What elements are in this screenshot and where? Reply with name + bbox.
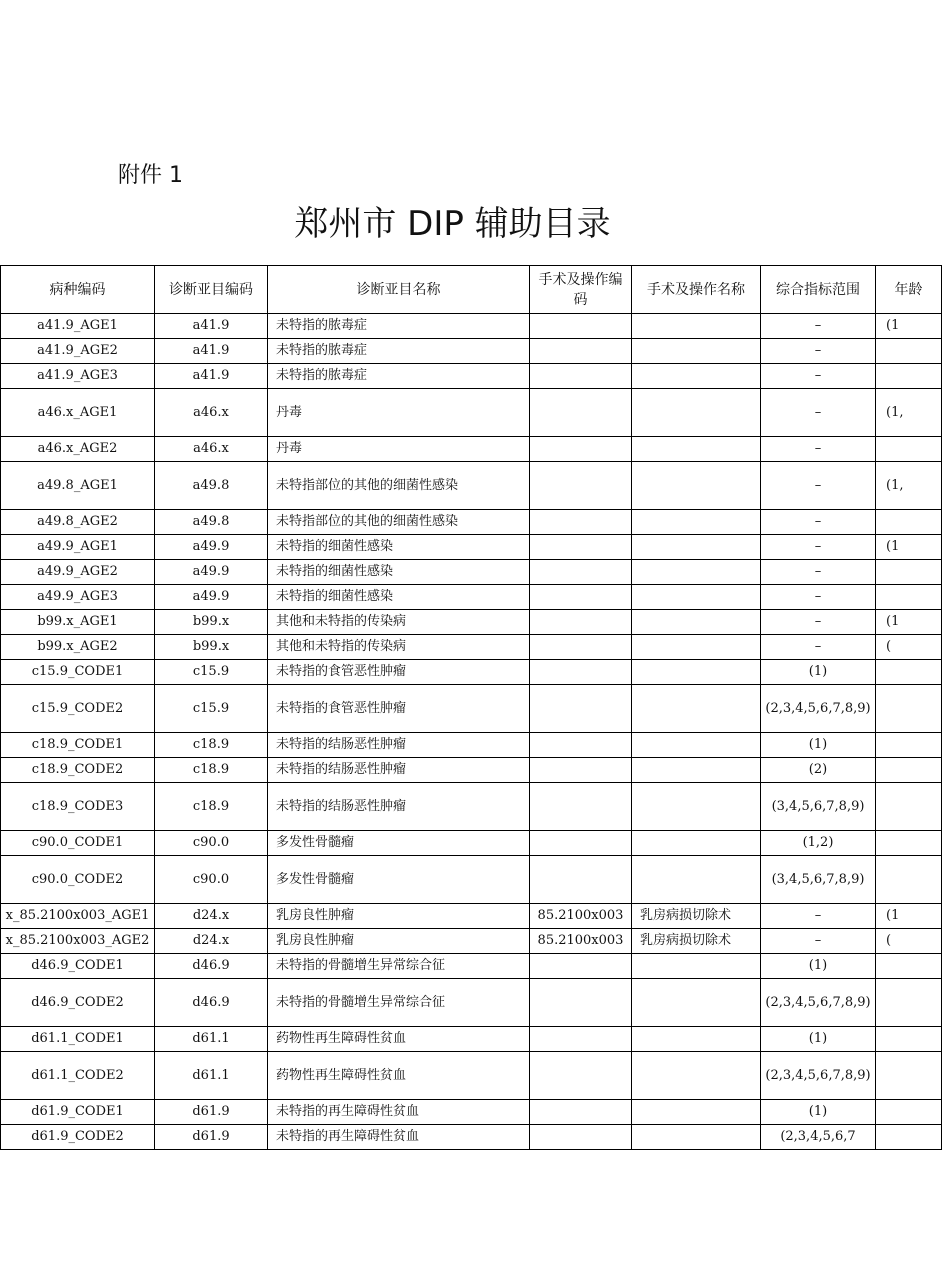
cell-index-range: – [761, 610, 876, 635]
cell-age [876, 783, 942, 831]
cell-operation-code [530, 462, 632, 510]
cell-operation-code [530, 954, 632, 979]
cell-diagnosis-code: b99.x [155, 610, 268, 635]
cell-diagnosis-code: a46.x [155, 389, 268, 437]
cell-index-range: – [761, 535, 876, 560]
cell-operation-name [632, 585, 761, 610]
cell-diagnosis-name: 未特指的骨髓增生异常综合征 [268, 954, 530, 979]
cell-diagnosis-code: a41.9 [155, 314, 268, 339]
cell-diagnosis-code: a41.9 [155, 339, 268, 364]
cell-disease-code: c90.0_CODE1 [1, 831, 155, 856]
cell-age: (1 [876, 535, 942, 560]
catalog-table-wrapper [0, 265, 923, 1150]
header-diagnosis-name: 诊断亚目名称 [268, 266, 530, 314]
cell-index-range: – [761, 462, 876, 510]
cell-index-range: (3,4,5,6,7,8,9) [761, 856, 876, 904]
cell-operation-code [530, 685, 632, 733]
cell-index-range: (1) [761, 1027, 876, 1052]
cell-age [876, 979, 942, 1027]
cell-index-range: (1) [761, 660, 876, 685]
cell-diagnosis-code: d61.1 [155, 1027, 268, 1052]
cell-operation-code [530, 660, 632, 685]
cell-index-range: – [761, 904, 876, 929]
cell-operation-code [530, 979, 632, 1027]
cell-age: ( [876, 635, 942, 660]
cell-age [876, 339, 942, 364]
cell-disease-code: c18.9_CODE2 [1, 758, 155, 783]
cell-operation-name [632, 535, 761, 560]
cell-age [876, 685, 942, 733]
cell-diagnosis-name: 未特指的结肠恶性肿瘤 [268, 733, 530, 758]
cell-diagnosis-code: d61.9 [155, 1125, 268, 1150]
table-body [1, 314, 942, 1150]
table-row [1, 979, 942, 1027]
table-row [1, 954, 942, 979]
cell-disease-code: c90.0_CODE2 [1, 856, 155, 904]
cell-operation-name [632, 1027, 761, 1052]
cell-index-range: – [761, 510, 876, 535]
catalog-table [0, 265, 942, 1150]
cell-operation-name [632, 635, 761, 660]
cell-index-range: (2) [761, 758, 876, 783]
cell-operation-name [632, 610, 761, 635]
cell-age [876, 585, 942, 610]
cell-diagnosis-name: 未特指的再生障碍性贫血 [268, 1125, 530, 1150]
cell-operation-name [632, 733, 761, 758]
cell-index-range: (1,2) [761, 831, 876, 856]
cell-disease-code: a49.9_AGE1 [1, 535, 155, 560]
cell-age [876, 437, 942, 462]
table-row [1, 660, 942, 685]
table-row [1, 758, 942, 783]
cell-age [876, 1125, 942, 1150]
table-row [1, 339, 942, 364]
cell-diagnosis-name: 未特指的脓毒症 [268, 314, 530, 339]
table-row [1, 610, 942, 635]
table-row [1, 560, 942, 585]
cell-age: ( [876, 929, 942, 954]
table-row [1, 585, 942, 610]
cell-disease-code: d46.9_CODE2 [1, 979, 155, 1027]
cell-disease-code: a49.8_AGE1 [1, 462, 155, 510]
cell-operation-code [530, 856, 632, 904]
cell-index-range: – [761, 339, 876, 364]
attachment-label: 附件 1 [118, 163, 183, 188]
cell-operation-name [632, 462, 761, 510]
cell-age [876, 831, 942, 856]
cell-index-range: – [761, 560, 876, 585]
cell-operation-code [530, 635, 632, 660]
cell-age [876, 733, 942, 758]
cell-diagnosis-name: 未特指的细菌性感染 [268, 535, 530, 560]
cell-operation-code [530, 1100, 632, 1125]
cell-diagnosis-code: c18.9 [155, 733, 268, 758]
cell-diagnosis-code: d61.9 [155, 1100, 268, 1125]
cell-operation-name [632, 758, 761, 783]
cell-disease-code: c18.9_CODE1 [1, 733, 155, 758]
cell-age [876, 510, 942, 535]
cell-disease-code: a41.9_AGE3 [1, 364, 155, 389]
cell-diagnosis-name: 未特指的结肠恶性肿瘤 [268, 758, 530, 783]
cell-diagnosis-code: a49.9 [155, 535, 268, 560]
table-row [1, 364, 942, 389]
cell-diagnosis-code: a49.8 [155, 510, 268, 535]
cell-disease-code: c15.9_CODE1 [1, 660, 155, 685]
cell-index-range: (1) [761, 733, 876, 758]
cell-operation-name: 乳房病损切除术 [632, 929, 761, 954]
cell-age [876, 856, 942, 904]
cell-disease-code: d61.1_CODE2 [1, 1052, 155, 1100]
cell-diagnosis-name: 其他和未特指的传染病 [268, 635, 530, 660]
cell-operation-code: 85.2100x003 [530, 929, 632, 954]
cell-index-range: (1) [761, 954, 876, 979]
cell-operation-code: 85.2100x003 [530, 904, 632, 929]
cell-diagnosis-name: 未特指的再生障碍性贫血 [268, 1100, 530, 1125]
cell-operation-name [632, 1100, 761, 1125]
table-header-row [1, 266, 942, 314]
cell-operation-name [632, 783, 761, 831]
cell-diagnosis-name: 其他和未特指的传染病 [268, 610, 530, 635]
cell-diagnosis-name: 丹毒 [268, 389, 530, 437]
cell-diagnosis-code: c90.0 [155, 831, 268, 856]
cell-operation-name [632, 660, 761, 685]
cell-operation-code [530, 1125, 632, 1150]
header-diagnosis-code: 诊断亚目编码 [155, 266, 268, 314]
cell-age: (1, [876, 462, 942, 510]
cell-operation-code [530, 831, 632, 856]
cell-diagnosis-name: 未特指的细菌性感染 [268, 560, 530, 585]
cell-operation-code [530, 783, 632, 831]
cell-diagnosis-code: b99.x [155, 635, 268, 660]
cell-disease-code: x_85.2100x003_AGE2 [1, 929, 155, 954]
cell-operation-code [530, 535, 632, 560]
cell-operation-code [530, 437, 632, 462]
cell-disease-code: a49.9_AGE2 [1, 560, 155, 585]
table-row [1, 437, 942, 462]
table-row [1, 535, 942, 560]
cell-disease-code: d46.9_CODE1 [1, 954, 155, 979]
cell-diagnosis-code: c15.9 [155, 660, 268, 685]
header-age: 年龄 [876, 266, 942, 314]
cell-diagnosis-code: a49.9 [155, 585, 268, 610]
cell-diagnosis-name: 未特指的脓毒症 [268, 364, 530, 389]
cell-diagnosis-code: c18.9 [155, 783, 268, 831]
cell-diagnosis-name: 未特指的食管恶性肿瘤 [268, 660, 530, 685]
cell-diagnosis-name: 未特指的食管恶性肿瘤 [268, 685, 530, 733]
table-row [1, 635, 942, 660]
cell-index-range: – [761, 929, 876, 954]
cell-disease-code: x_85.2100x003_AGE1 [1, 904, 155, 929]
cell-index-range: – [761, 364, 876, 389]
cell-operation-name [632, 314, 761, 339]
cell-operation-name: 乳房病损切除术 [632, 904, 761, 929]
cell-index-range: (2,3,4,5,6,7,8,9) [761, 1052, 876, 1100]
table-row [1, 1100, 942, 1125]
cell-diagnosis-code: c18.9 [155, 758, 268, 783]
cell-disease-code: b99.x_AGE2 [1, 635, 155, 660]
table-row [1, 733, 942, 758]
cell-age: (1 [876, 314, 942, 339]
cell-age [876, 364, 942, 389]
cell-index-range: (2,3,4,5,6,7 [761, 1125, 876, 1150]
cell-disease-code: a46.x_AGE2 [1, 437, 155, 462]
table-row [1, 1125, 942, 1150]
table-row [1, 929, 942, 954]
cell-operation-name [632, 339, 761, 364]
cell-disease-code: a46.x_AGE1 [1, 389, 155, 437]
table-row [1, 462, 942, 510]
cell-operation-code [530, 1027, 632, 1052]
cell-diagnosis-name: 未特指的结肠恶性肿瘤 [268, 783, 530, 831]
cell-diagnosis-code: d46.9 [155, 954, 268, 979]
cell-disease-code: d61.9_CODE2 [1, 1125, 155, 1150]
cell-age: (1 [876, 610, 942, 635]
table-row [1, 1027, 942, 1052]
cell-index-range: (2,3,4,5,6,7,8,9) [761, 685, 876, 733]
cell-operation-name [632, 979, 761, 1027]
table-row [1, 685, 942, 733]
cell-disease-code: a49.9_AGE3 [1, 585, 155, 610]
cell-disease-code: c15.9_CODE2 [1, 685, 155, 733]
cell-operation-name [632, 1052, 761, 1100]
cell-diagnosis-code: d24.x [155, 904, 268, 929]
cell-index-range: – [761, 389, 876, 437]
cell-operation-name [632, 1125, 761, 1150]
cell-disease-code: b99.x_AGE1 [1, 610, 155, 635]
table-row [1, 389, 942, 437]
cell-age [876, 954, 942, 979]
table-row [1, 904, 942, 929]
cell-diagnosis-code: d61.1 [155, 1052, 268, 1100]
cell-diagnosis-code: d46.9 [155, 979, 268, 1027]
cell-operation-name [632, 831, 761, 856]
cell-diagnosis-name: 药物性再生障碍性贫血 [268, 1027, 530, 1052]
cell-age [876, 1052, 942, 1100]
cell-operation-code [530, 585, 632, 610]
cell-operation-code [530, 1052, 632, 1100]
cell-diagnosis-code: d24.x [155, 929, 268, 954]
table-row [1, 783, 942, 831]
cell-age: (1 [876, 904, 942, 929]
cell-diagnosis-code: c15.9 [155, 685, 268, 733]
cell-disease-code: a41.9_AGE1 [1, 314, 155, 339]
cell-operation-code [530, 339, 632, 364]
cell-disease-code: a49.8_AGE2 [1, 510, 155, 535]
cell-age: (1, [876, 389, 942, 437]
cell-operation-code [530, 389, 632, 437]
table-row [1, 856, 942, 904]
cell-diagnosis-name: 未特指的脓毒症 [268, 339, 530, 364]
cell-operation-name [632, 954, 761, 979]
cell-operation-name [632, 364, 761, 389]
cell-age [876, 1100, 942, 1125]
cell-diagnosis-name: 未特指部位的其他的细菌性感染 [268, 462, 530, 510]
document-title: 郑州市 DIP 辅助目录 [294, 204, 611, 244]
cell-disease-code: c18.9_CODE3 [1, 783, 155, 831]
cell-age [876, 1027, 942, 1052]
header-operation-name: 手术及操作名称 [632, 266, 761, 314]
cell-operation-name [632, 685, 761, 733]
cell-diagnosis-name: 未特指的细菌性感染 [268, 585, 530, 610]
cell-operation-code [530, 364, 632, 389]
cell-operation-code [530, 758, 632, 783]
table-row [1, 314, 942, 339]
cell-age [876, 758, 942, 783]
cell-index-range: – [761, 585, 876, 610]
cell-diagnosis-name: 乳房良性肿瘤 [268, 904, 530, 929]
table-row [1, 510, 942, 535]
cell-index-range: – [761, 635, 876, 660]
table-row [1, 831, 942, 856]
header-operation-code: 手术及操作编码 [530, 266, 632, 314]
cell-index-range: (1) [761, 1100, 876, 1125]
cell-operation-code [530, 510, 632, 535]
cell-diagnosis-name: 乳房良性肿瘤 [268, 929, 530, 954]
cell-index-range: (3,4,5,6,7,8,9) [761, 783, 876, 831]
cell-operation-name [632, 437, 761, 462]
table-row [1, 1052, 942, 1100]
cell-index-range: (2,3,4,5,6,7,8,9) [761, 979, 876, 1027]
cell-operation-name [632, 856, 761, 904]
cell-diagnosis-name: 多发性骨髓瘤 [268, 856, 530, 904]
cell-index-range: – [761, 314, 876, 339]
cell-operation-name [632, 389, 761, 437]
cell-diagnosis-name: 未特指部位的其他的细菌性感染 [268, 510, 530, 535]
cell-diagnosis-name: 丹毒 [268, 437, 530, 462]
cell-disease-code: d61.1_CODE1 [1, 1027, 155, 1052]
cell-operation-code [530, 314, 632, 339]
cell-diagnosis-code: a46.x [155, 437, 268, 462]
cell-disease-code: a41.9_AGE2 [1, 339, 155, 364]
cell-disease-code: d61.9_CODE1 [1, 1100, 155, 1125]
cell-operation-code [530, 610, 632, 635]
cell-diagnosis-code: a49.9 [155, 560, 268, 585]
cell-operation-code [530, 560, 632, 585]
cell-diagnosis-code: a41.9 [155, 364, 268, 389]
cell-diagnosis-code: c90.0 [155, 856, 268, 904]
cell-operation-code [530, 733, 632, 758]
cell-diagnosis-name: 药物性再生障碍性贫血 [268, 1052, 530, 1100]
cell-age [876, 560, 942, 585]
header-index-range: 综合指标范围 [761, 266, 876, 314]
cell-age [876, 660, 942, 685]
header-disease-code: 病种编码 [1, 266, 155, 314]
cell-diagnosis-code: a49.8 [155, 462, 268, 510]
cell-operation-name [632, 560, 761, 585]
cell-index-range: – [761, 437, 876, 462]
cell-operation-name [632, 510, 761, 535]
cell-diagnosis-name: 未特指的骨髓增生异常综合征 [268, 979, 530, 1027]
cell-diagnosis-name: 多发性骨髓瘤 [268, 831, 530, 856]
